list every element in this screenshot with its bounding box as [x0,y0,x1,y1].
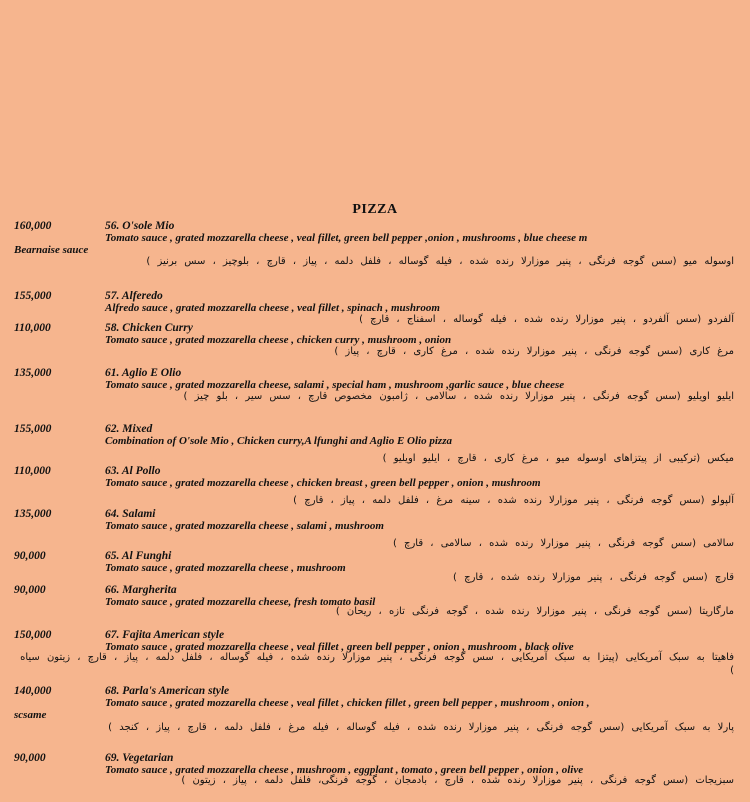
item-description: Tomato sauce , grated mozzarella cheese , salami , mushroom [105,520,384,532]
item-name: 68. Parla's American style [105,685,230,697]
item-price: 135,000 [14,367,52,379]
item-persian: سبزیجات (سس گوجه فرنگی ، پنیر موزارلا رنده شده ، قارچ ، بادمجان ، گوجه فرنگی، فلفل دلمه ، پیاز ، زیتون ) [181,775,734,786]
item-description: Tomato sauce , grated mozzarella cheese , mushroom , eggplant , tomato , green bell pepper , onion , olive [105,764,584,776]
item-persian: مارگاریتا (سس گوجه فرنگی ، پنیر موزارلا رنده شده ، گوجه فرنگی تازه ، ریحان ) [335,606,734,617]
item-persian: سالامی (سس گوجه فرنگی ، پنیر موزارلا رنده شده ، سالامی ، قارچ ) [392,538,734,549]
item-price: 110,000 [14,465,51,477]
page-title: PIZZA [352,202,398,217]
item-persian: اوسوله میو (سس گوجه فرنگی ، پنیر موزارلا رنده شده ، فیله گوساله ، فلفل دلمه ، پیاز ، قارچ ، بلوچیز ، سس برنیز ) [146,256,734,267]
item-description-cont: Bearnaise sauce [14,244,89,256]
item-description: Tomato sauce , grated mozzarella cheese , veal fillet, green bell pepper ,onion , mushrooms , blue cheese m Bearnaise sauce [105,232,745,256]
item-price: 90,000 [14,584,46,596]
item-price: 150,000 [14,629,52,641]
item-description: Tomato sauce , grated mozzarella cheese , veal fillet , green bell pepper , onion , mushroom , black olive [105,641,574,653]
item-description-cont: scsame [14,709,47,721]
item-price: 155,000 [14,290,52,302]
item-persian: آلپولو (سس گوجه فرنگی ، پنیر موزارلا رنده شده ، سینه مرغ ، فلفل دلمه ، پیاز ، قارچ ) [293,495,734,506]
item-name: 66. Margherita [105,584,177,596]
item-persian: فاهیتا به سبک آمریکایی (پیتزا به سبک آمریکایی ، سس گوجه فرنگی ، پنیر موزارلا رنده شده ، فیله گوساله ، فلفل دلمه ، پیاز ، قارچ ، زیتون سیاه ) [20,652,734,676]
item-description: Tomato sauce , grated mozzarella cheese, fresh tomato basil [105,596,376,608]
item-description: Tomato sauce , grated mozzarella cheese , veal fillet , chicken fillet , green bell pepper , mushroom , onion , scsame [105,697,745,721]
item-description: Alfredo sauce , grated mozzarella cheese , veal fillet , spinach , mushroom [105,302,440,314]
item-persian: ایلیو اویلیو (سس گوجه فرنگی ، پنیر موزارلا رنده شده ، سالامی ، ژامبون مخصوص قارچ ، سس سیر ، بلو چیز ) [183,391,734,402]
item-name: 65. Al Funghi [105,550,172,562]
item-name: 61. Aglio E Olio [105,367,182,379]
item-price: 90,000 [14,550,46,562]
item-persian: مرغ کاری (سس گوجه فرنگی ، پنیر موزارلا رنده شده ، مرغ کاری ، قارچ ، پیاز ) [334,346,734,357]
item-name: 62. Mixed [105,423,153,435]
item-price: 155,000 [14,423,52,435]
item-persian: آلفردو (سس آلفردو ، پنیر موزارلا رنده شده ، فیله گوساله ، اسفناج ، قارچ ) [359,314,734,325]
item-name: 67. Fajita American style [105,629,225,641]
item-description: Tomato sauce , grated mozzarella cheese, salami , special ham , mushroom ,garlic sauce , blue cheese [105,379,565,391]
item-persian: میکس (ترکیبی از پیتزاهای اوسوله میو ، مرغ کاری ، قارچ ، ایلیو اویلیو ) [382,453,734,464]
item-persian: قارچ (سس گوجه فرنگی ، پنیر موزارلا رنده شده ، قارچ ) [453,572,734,583]
item-name: 58. Chicken Curry [105,322,193,334]
item-price: 110,000 [14,322,51,334]
item-name: 63. Al Pollo [105,465,161,477]
item-price: 160,000 [14,220,52,232]
item-name: 56. O'sole Mio [105,220,175,232]
item-price: 140,000 [14,685,52,697]
item-description: Tomato sauce , grated mozzarella cheese , mushroom [105,562,346,574]
item-persian: پارلا به سبک آمریکایی (سس گوجه فرنگی ، پنیر موزارلا رنده شده ، فیله گوساله ، فیله مرغ ، فلفل دلمه ، قارچ ، پیاز ، کنجد ) [108,722,734,733]
item-description: Combination of O'sole Mio , Chicken curry,A lfunghi and Aglio E Olio pizza [105,435,452,447]
item-name: 57. Alferedo [105,290,163,302]
item-description: Tomato sauce , grated mozzarella cheese , chicken curry , mushroom , onion [105,334,452,346]
item-price: 135,000 [14,508,52,520]
item-name: 69. Vegetarian [105,752,174,764]
item-name: 64. Salami [105,508,156,520]
item-price: 90,000 [14,752,46,764]
item-description: Tomato sauce , grated mozzarella cheese , chicken breast , green bell pepper , onion , mushroom [105,477,541,489]
